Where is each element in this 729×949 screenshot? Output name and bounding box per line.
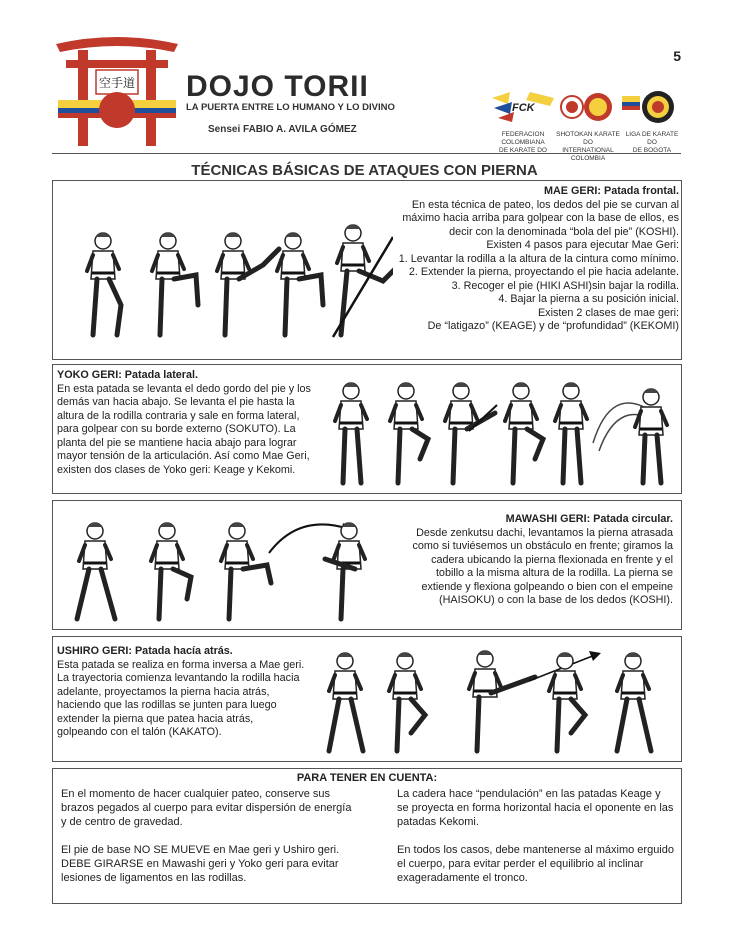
yoko-geri-line: planta del pie se mantiene hacia abajo para lograr — [57, 436, 297, 449]
shotokan-caption-1: SHOTOKAN KARATE DO — [556, 131, 620, 147]
sensei-name: Sensei FABIO A. AVILA GÓMEZ — [208, 124, 357, 135]
section-title: TÉCNICAS BÁSICAS DE ATAQUES CON PIERNA — [191, 162, 538, 179]
liga-caption-1: LIGA DE KARATE DO — [625, 131, 679, 147]
mae-geri-heading: MAE GERI: Patada frontal. — [544, 185, 679, 197]
notes-box — [52, 768, 682, 904]
notes-right-column — [397, 787, 675, 899]
header-divider — [52, 153, 681, 154]
yoko-geri-heading: YOKO GERI: Patada lateral. — [57, 369, 199, 381]
fck-caption-1: FEDERACION COLOMBIANA — [501, 131, 545, 147]
ushiro-geri-illustration — [315, 641, 675, 757]
ushiro-geri-line: adelante, proyectamos la pierna hacia atrás, — [57, 685, 270, 698]
mae-geri-line: En esta técnica de pateo, los dedos del pie se curvan al — [411, 198, 679, 211]
ushiro-geri-line: haciendo que las rodillas se junten para luego — [57, 699, 277, 711]
mawashi-geri-line: cadera ubicando la pierna flexionada en frente y el — [431, 553, 673, 566]
ushiro-geri-line: La trayectoria comienza levantando la rodilla hacia — [57, 672, 300, 684]
liga-logo — [622, 88, 682, 155]
mae-geri-line: decir con la denominada “bola del pie” (KOSHI). — [449, 225, 679, 238]
note-paragraph: El pie de base NO SE MUEVE en Mae geri y Ushiro geri. DEBE GIRARSE en Mawashi geri y Yoko geri para evitar lesiones de ligamentos en las rodillas. — [61, 844, 340, 884]
mawashi-geri-line: como si tuviésemos un obstáculo en frente; giramos la — [412, 540, 673, 552]
mawashi-geri-line: extiende y flexiona golpeando o bien con el empeine — [421, 580, 673, 593]
ushiro-geri-line: extender la pierna que patea hacia atrás, — [57, 712, 254, 725]
note-paragraph: La cadera hace “pendulación” en las patadas Keage y se proyecta en forma horizontal hacia el oponente en las patadas Kekomi. — [397, 788, 674, 828]
ushiro-geri-line: golpeando con el talón (KAKATO). — [57, 726, 222, 738]
mae-geri-line: Existen 2 clases de mae geri: — [537, 306, 679, 319]
torii-gate-logo — [52, 30, 182, 148]
mawashi-geri-heading: MAWASHI GERI: Patada circular. — [505, 513, 673, 525]
mae-geri-illustration — [63, 197, 393, 347]
gate-glyphs: 空手道 — [98, 76, 135, 90]
liga-caption-2: DE BOGOTA — [632, 147, 672, 155]
ushiro-geri-heading: USHIRO GERI: Patada hacía atrás. — [57, 645, 233, 657]
mae-geri-line: 1. Levantar la rodilla a la altura de la cintura como mínimo. — [398, 252, 679, 265]
fck-caption-2: DE KARATE DO — [499, 147, 547, 155]
mae-geri-line: máximo hacia arriba para golpear con la base de ellos, es — [402, 212, 679, 224]
mae-geri-line: De “latigazo” (KEAGE) y de “profundidad” (KEKOMI) — [427, 320, 679, 332]
yoko-geri-line: altura de la rodilla contraria y sale en forma lateral, — [57, 409, 300, 422]
fck-logo — [490, 88, 556, 155]
yoko-geri-line: En esta patada se levanta el dedo gordo del pie y los — [57, 382, 311, 395]
mawashi-geri-line: Desde zenkutsu dachi, levantamos la pierna atrasada — [416, 526, 673, 539]
mawashi-geri-line: (HAISOKU) o con la base de los dedos (KOSHI). — [438, 594, 673, 606]
fck-mark: FCK — [512, 102, 535, 114]
ushiro-geri-box — [52, 636, 682, 762]
mae-geri-line: 2. Extender la pierna, proyectando el pie hacia adelante. — [408, 266, 679, 278]
dojo-subtitle: LA PUERTA ENTRE LO HUMANO Y LO DIVINO — [186, 102, 395, 113]
yoko-geri-line: demás van hacia abajo. Se levanta el pie hasta la — [57, 396, 295, 408]
mae-geri-line: 4. Bajar la pierna a su posición inicial. — [498, 293, 679, 305]
mawashi-geri-illustration — [59, 507, 399, 625]
mawashi-geri-line: tobillo a la misma altura de la rodilla. La pierna se — [435, 567, 673, 579]
ushiro-geri-line: Esta patada se realiza en forma inversa a Mae geri. — [57, 658, 305, 671]
shotokan-caption-2: INTERNATIONAL COLOMBIA — [562, 147, 614, 163]
dojo-title: DOJO TORII — [186, 70, 369, 103]
notes-left-column — [61, 787, 357, 899]
mawashi-geri-box — [52, 500, 682, 630]
yoko-geri-line: para golpear con su borde externo (SOKUTO). La — [57, 423, 296, 435]
page-number: 5 — [673, 48, 681, 64]
yoko-geri-line: existen dos clases de Yoko geri: Keage y Kekomi. — [57, 463, 296, 476]
note-paragraph: En todos los casos, debe mantenerse al máximo erguido el cuerpo, para evitar perder el equilibrio al inclinar exageradamente el tronco. — [397, 844, 674, 884]
mae-geri-line: Existen 4 pasos para ejecutar Mae Geri: — [486, 239, 679, 251]
yoko-geri-illustration — [321, 371, 677, 489]
yoko-geri-box — [52, 364, 682, 494]
mae-geri-line: 3. Recoger el pie (HIKI ASHI)sin bajar la rodilla. — [451, 279, 679, 292]
mae-geri-box — [52, 180, 682, 360]
notes-heading: PARA TENER EN CUENTA: — [296, 772, 438, 784]
yoko-geri-line: mayor tensión de la articulación. Así como Mae Geri, — [57, 450, 310, 462]
note-paragraph: En el momento de hacer cualquier pateo, conserve sus brazos pegados al cuerpo para evitar dispersión de energía y de centro de gravedad. — [61, 788, 352, 828]
